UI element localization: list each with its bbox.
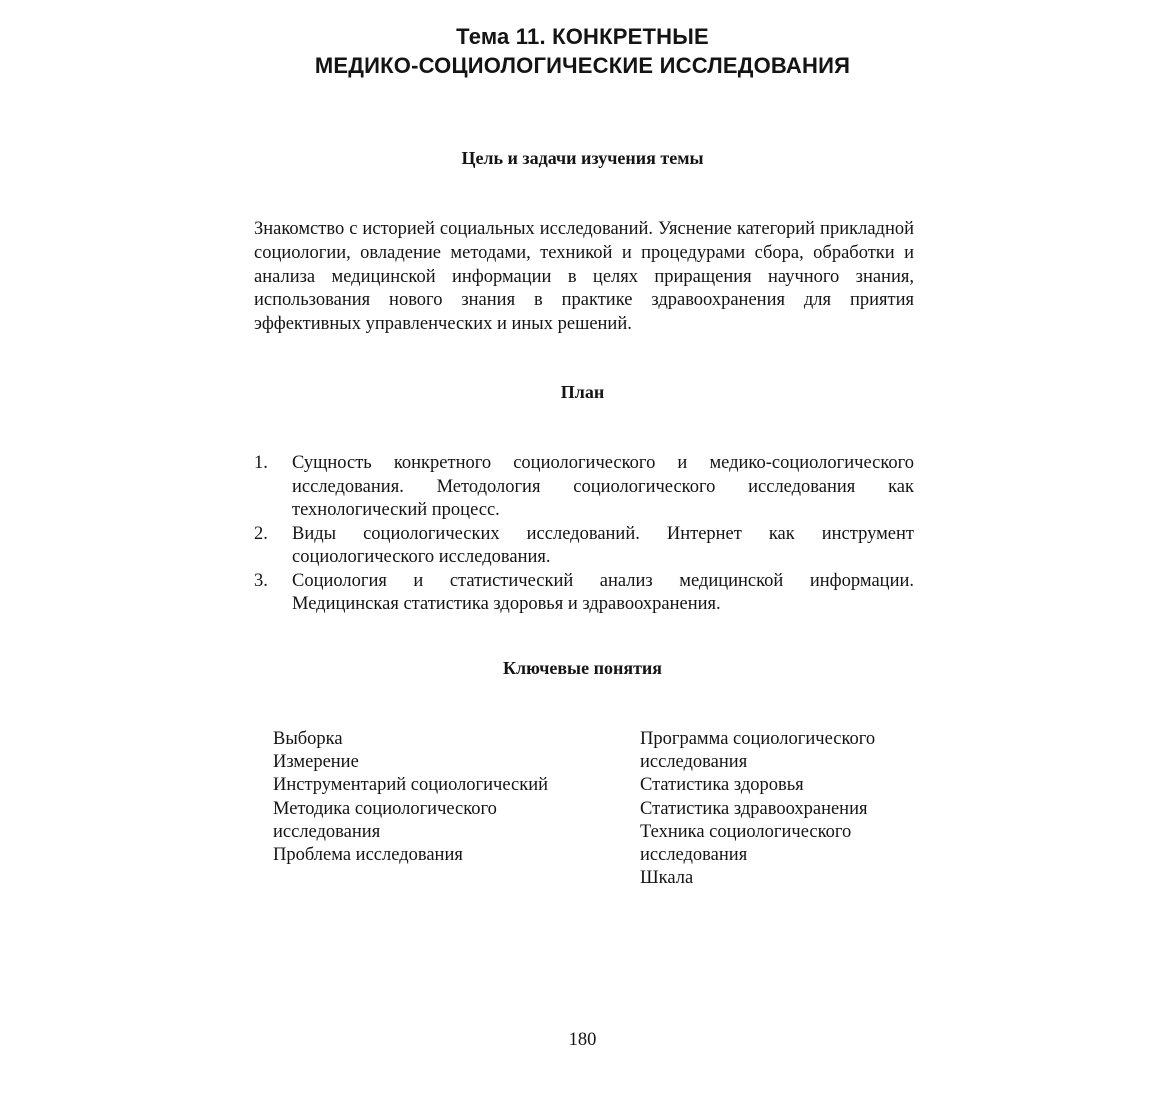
concept-item: Инструментарий социологический bbox=[273, 775, 549, 796]
plan-heading: План bbox=[560, 382, 605, 402]
plan-item-text: Сущность конкретного социологического и медико-социологического исследования. Методология социологического исследования как технологический процесс. bbox=[292, 453, 914, 520]
plan-item-number: 2. bbox=[254, 523, 268, 544]
plan-item bbox=[254, 452, 914, 523]
topic-title-line-2: МЕДИКО-СОЦИОЛОГИЧЕСКИЕ ИССЛЕДОВАНИЯ bbox=[314, 53, 851, 78]
plan-item-text: Социология и статистический анализ медицинской информации. Медицинская статистика здоровья и здравоохранения. bbox=[292, 570, 914, 614]
key-concepts-left-column bbox=[273, 728, 603, 867]
plan-item-number: 1. bbox=[254, 453, 268, 473]
concept-item: Шкала bbox=[640, 868, 694, 889]
plan-list bbox=[254, 452, 914, 617]
concept-item: Статистика здравоохранения bbox=[640, 798, 868, 819]
plan-item bbox=[254, 570, 914, 617]
key-concepts-right-column bbox=[640, 728, 920, 890]
concept-item: Выборка bbox=[273, 729, 343, 749]
concept-item: Статистика здоровья bbox=[640, 775, 804, 796]
key-concepts-heading: Ключевые понятия bbox=[502, 658, 663, 678]
plan-item-number: 3. bbox=[254, 570, 268, 591]
concept-item: Программа социологического исследования bbox=[640, 729, 876, 773]
concept-item: Проблема исследования bbox=[273, 845, 463, 866]
goals-heading: Цель и задачи изучения темы bbox=[461, 148, 704, 168]
goals-paragraph: Знакомство с историей социальных исследований. Уяснение категорий прикладной социологии, овладение методами, техникой и процедурами сбора, обработки и анализа медицинской информации в целях приращения научного знания, использования нового знания в практике здравоохранения для приятия эффективных управленческих и иных решений. bbox=[254, 219, 914, 335]
concept-item: Измерение bbox=[273, 752, 359, 773]
topic-title-line-1: Тема 11. КОНКРЕТНЫЕ bbox=[456, 24, 709, 49]
concept-item: Методика социологического исследования bbox=[273, 798, 497, 842]
concept-item: Техника социологического исследования bbox=[640, 821, 852, 866]
plan-item-text: Виды социологических исследований. Интернет как инструмент социологического исследования. bbox=[292, 523, 914, 567]
page-number: 180 bbox=[568, 1030, 597, 1050]
plan-item bbox=[254, 523, 914, 570]
